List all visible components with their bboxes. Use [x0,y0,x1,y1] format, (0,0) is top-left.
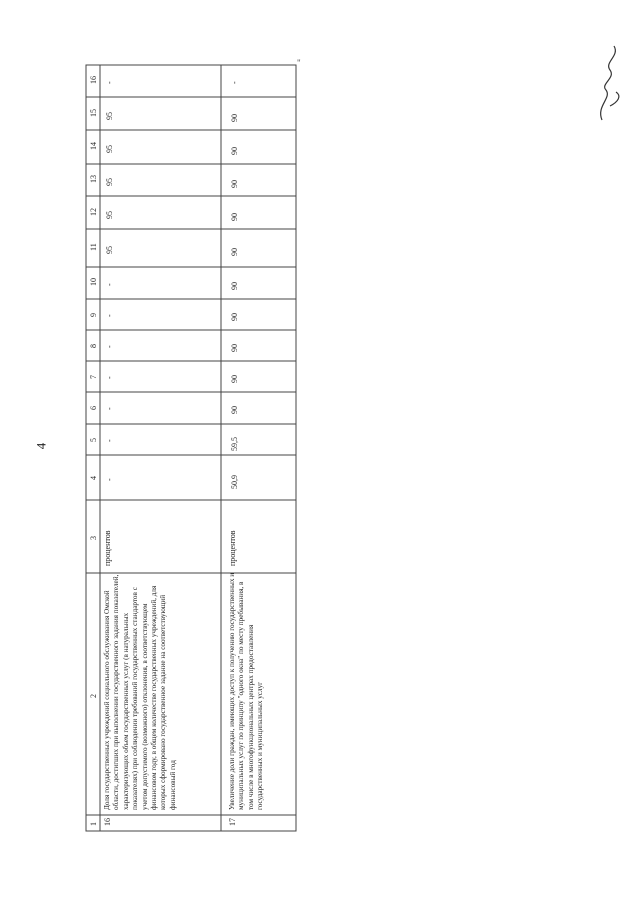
row-17-unit: процентов [228,530,237,566]
row-17-value: 90 [230,114,239,122]
header-col-8: 8 [89,344,98,348]
row-16-unit: процентов [103,530,112,566]
row-17-value: 90 [230,147,239,155]
header-col-14: 14 [89,142,98,150]
row-16-value: - [105,81,114,84]
row-16-value: 95 [105,246,114,254]
header-col-15: 15 [89,109,98,117]
header-col-1: 1 [89,822,98,826]
header-col-3: 3 [89,536,98,540]
row-16-value: - [105,439,114,442]
page-number: 4 [33,442,49,450]
header-col-5: 5 [89,438,98,442]
header-col-4: 4 [89,476,98,480]
row-16-value: - [105,478,114,481]
row-16-value: - [105,314,114,317]
row-16-value: - [105,407,114,410]
row-16-value: 95 [105,211,114,219]
header-col-2: 2 [89,694,98,698]
header-col-13: 13 [89,175,98,183]
row-17-value: 90 [230,313,239,321]
row-17-value: 59,5 [230,437,239,451]
row-17-value: 90 [230,406,239,414]
row-16-value: - [105,345,114,348]
row-17-number: 17 [228,818,237,826]
header-col-9: 9 [89,313,98,317]
row-16-description: Доля государственных учреждений социального обслуживания Омской области, достигших при выполнении государственного задания показателей, характеризующих объем государственных услуг (в натуральных показателях) при соблюдении требований государственных стандартов с учетом допустимого (возможного) отклонения, в соответствующем финансовом году, в общем количестве государственных учреждений, для которых сформировано государственное задание на соответствующий финансовый год [103,574,177,810]
trailing-quote-mark: " [297,58,301,68]
header-col-6: 6 [89,406,98,410]
header-col-10: 10 [89,278,98,286]
row-17-value: - [230,81,239,84]
header-col-11: 11 [89,243,98,251]
row-16-value: 95 [105,112,114,120]
row-16-value: 95 [105,178,114,186]
row-17-description: Увеличение доли граждан, имеющих доступ к получению государственных и муниципальных услуг по принципу "одного окна" по месту пребывания, в том числе в многофункциональных центрах предоставления государственных и муниципальных услуг [228,572,265,810]
row-16-value: 95 [105,145,114,153]
row-17-value: 90 [230,213,239,221]
row-17-value: 90 [230,248,239,256]
row-16-value: - [105,283,114,286]
row-17-value: 90 [230,180,239,188]
row-16-number: 16 [103,818,112,826]
row-17-value: 90 [230,344,239,352]
header-col-7: 7 [89,375,98,379]
header-col-16: 16 [89,76,98,84]
row-16-value: - [105,376,114,379]
header-col-12: 12 [89,208,98,216]
row-17-value: 50,9 [230,475,239,489]
row-17-value: 90 [230,282,239,290]
row-17-value: 90 [230,375,239,383]
